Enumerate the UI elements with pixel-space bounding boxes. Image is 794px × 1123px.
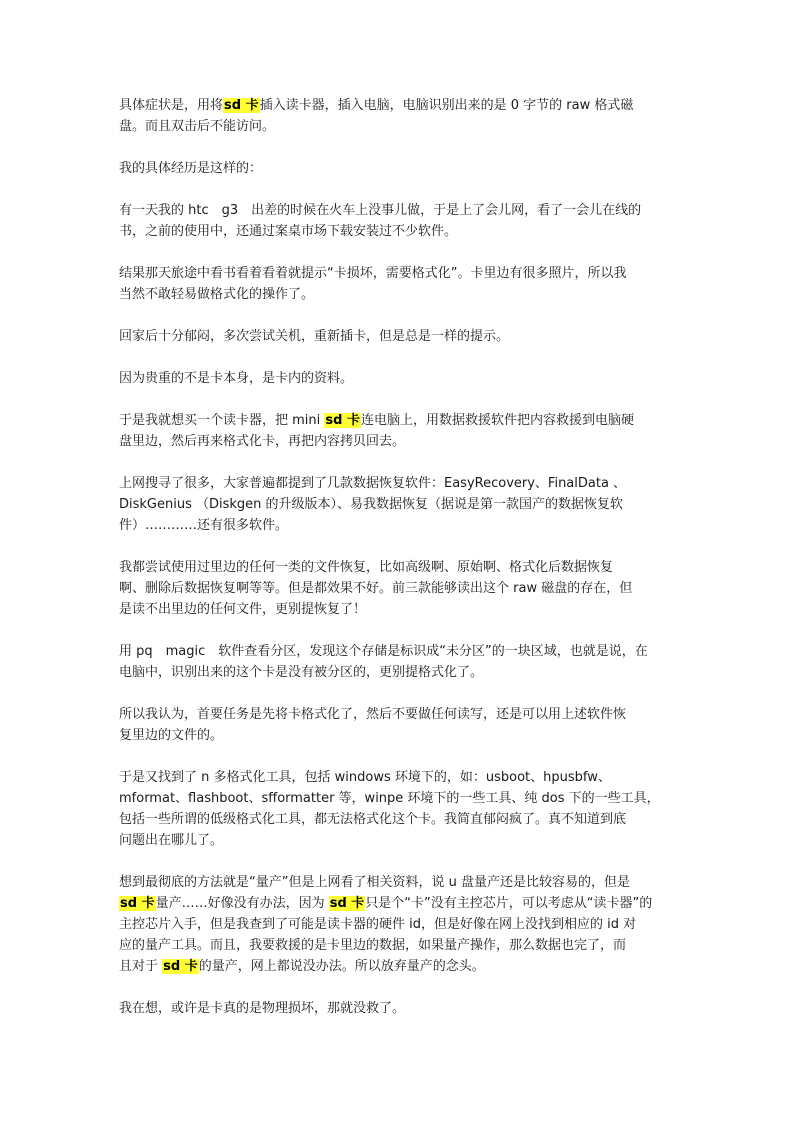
text-line [119, 494, 679, 515]
highlighted-keyword: sd 卡 [120, 896, 155, 911]
text-run: 量产……好像没有办法，因为 [155, 896, 329, 911]
text-line [119, 368, 679, 389]
highlighted-keyword: sd 卡 [329, 896, 365, 911]
text-line [119, 515, 679, 536]
text-run: 主控芯片入手，但是我查到了可能是读卡器的硬件 id，但是好像在网上没找到相应的 id 对 [119, 917, 637, 932]
text-run: 只是个“卡”没有主控芯片，可以考虑从“读卡器”的 [365, 896, 653, 911]
paragraph [119, 557, 679, 620]
text-run: 电脑中，识别出来的这个卡是没有被分区的，更别提格式化了。 [119, 665, 484, 680]
text-line [119, 956, 679, 977]
text-run: 盘里边，然后再来格式化卡，再把内容拷贝回去。 [119, 434, 406, 449]
text-line [119, 578, 679, 599]
text-line [119, 830, 679, 851]
paragraph [119, 410, 679, 452]
text-line [119, 767, 679, 788]
text-run: 具体症状是，用将 [119, 98, 224, 113]
text-line [119, 326, 679, 347]
text-run: 我的具体经历是这样的： [119, 161, 263, 176]
text-line [119, 221, 679, 242]
text-run: 想到最彻底的方法就是“量产”但是上网看了相关资料，说 u 盘量产还是比较容易的，但是 [119, 875, 630, 890]
text-run: 插入读卡器，插入电脑，电脑识别出来的是 0 字节的 raw 格式磁 [259, 98, 634, 113]
text-run: 上网搜寻了很多，大家普遍都提到了几款数据恢复软件：EasyRecovery、FinalData 、 [119, 476, 627, 491]
text-run: 我都尝试使用过里边的任何一类的文件恢复，比如高级啊、原始啊、格式化后数据恢复 [119, 560, 614, 575]
paragraph [119, 704, 679, 746]
text-line [119, 263, 679, 284]
text-line [119, 95, 679, 116]
text-run: 的量产，网上都说没办法。所以放弃量产的念头。 [198, 959, 485, 974]
text-run: 我在想，或许是卡真的是物理损坏，那就没救了。 [119, 1001, 406, 1016]
paragraph [119, 326, 679, 347]
text-run: 于是又找到了 n 多格式化工具，包括 windows 环境下的，如：usboot、hpusbfw、 [119, 770, 611, 785]
text-run: 啊、删除后数据恢复啊等等。但是都效果不好。前三款能够读出这个 raw 磁盘的存在，但 [119, 581, 633, 596]
text-run: 回家后十分郁闷，多次尝试关机，重新插卡，但是总是一样的提示。 [119, 329, 510, 344]
text-run: 结果那天旅途中看书看着看着就提示“卡损坏，需要格式化”。卡里边有很多照片，所以我 [119, 266, 627, 281]
text-run: DiskGenius （Diskgen 的升级版本）、易我数据恢复（据说是第一款国产的数据恢复软 [119, 497, 624, 512]
text-run: 当然不敢轻易做格式化的操作了。 [119, 287, 315, 302]
text-run: 有一天我的 htc g3 出差的时候在火车上没事儿做，于是上了会儿网，看了一会儿在线的 [119, 203, 642, 218]
text-line [119, 893, 679, 914]
text-run: 包括一些所谓的低级格式化工具，都无法格式化这个卡。我简直郁闷疯了。真不知道到底 [119, 812, 627, 827]
text-line [119, 788, 679, 809]
text-line [119, 158, 679, 179]
text-run: 因为贵重的不是卡本身，是卡内的资料。 [119, 371, 354, 386]
text-line [119, 914, 679, 935]
text-line [119, 557, 679, 578]
paragraph [119, 200, 679, 242]
paragraph [119, 158, 679, 179]
text-run: 所以我认为，首要任务是先将卡格式化了，然后不要做任何读写，还是可以用上述软件恢 [119, 707, 627, 722]
text-run: mformat、flashboot、sfformatter 等，winpe 环境下的一些工具、纯 dos 下的一些工具， [119, 791, 660, 806]
text-line [119, 641, 679, 662]
text-run: 且对于 [119, 959, 163, 974]
text-line [119, 599, 679, 620]
text-line [119, 431, 679, 452]
text-line [119, 284, 679, 305]
text-run: 连电脑上，用数据救援软件把内容救援到电脑硬 [360, 413, 634, 428]
text-run: 复里边的文件的。 [119, 728, 224, 743]
text-line [119, 116, 679, 137]
paragraph [119, 473, 679, 536]
text-line [119, 473, 679, 494]
paragraph [119, 368, 679, 389]
paragraph [119, 767, 679, 851]
highlighted-keyword: sd 卡 [163, 959, 198, 974]
paragraph [119, 998, 679, 1019]
text-run: 于是我就想买一个读卡器，把 mini [119, 413, 325, 428]
paragraph [119, 872, 679, 977]
text-line [119, 809, 679, 830]
text-run: 是读不出里边的任何文件，更别提恢复了！ [119, 602, 367, 617]
text-run: 用 pq magic 软件查看分区，发现这个存储是标识成“未分区”的一块区域，也就是说，在 [119, 644, 648, 659]
paragraph [119, 641, 679, 683]
text-line [119, 998, 679, 1019]
text-run: 盘。而且双击后不能访问。 [119, 119, 276, 134]
text-run: 书，之前的使用中，还通过案桌市场下载安装过不少软件。 [119, 224, 458, 239]
paragraph [119, 263, 679, 305]
highlighted-keyword: sd 卡 [325, 413, 360, 428]
text-line [119, 704, 679, 725]
text-run: 问题出在哪儿了。 [119, 833, 224, 848]
text-line [119, 200, 679, 221]
text-run: 应的量产工具。而且，我要救援的是卡里边的数据，如果量产操作，那么数据也完了，而 [119, 938, 627, 953]
text-line [119, 410, 679, 431]
text-run: 件）…………还有很多软件。 [119, 518, 289, 533]
text-line [119, 725, 679, 746]
text-line [119, 935, 679, 956]
text-line [119, 872, 679, 893]
highlighted-keyword: sd 卡 [224, 98, 259, 113]
text-line [119, 662, 679, 683]
document-body [119, 95, 679, 1040]
paragraph [119, 95, 679, 137]
